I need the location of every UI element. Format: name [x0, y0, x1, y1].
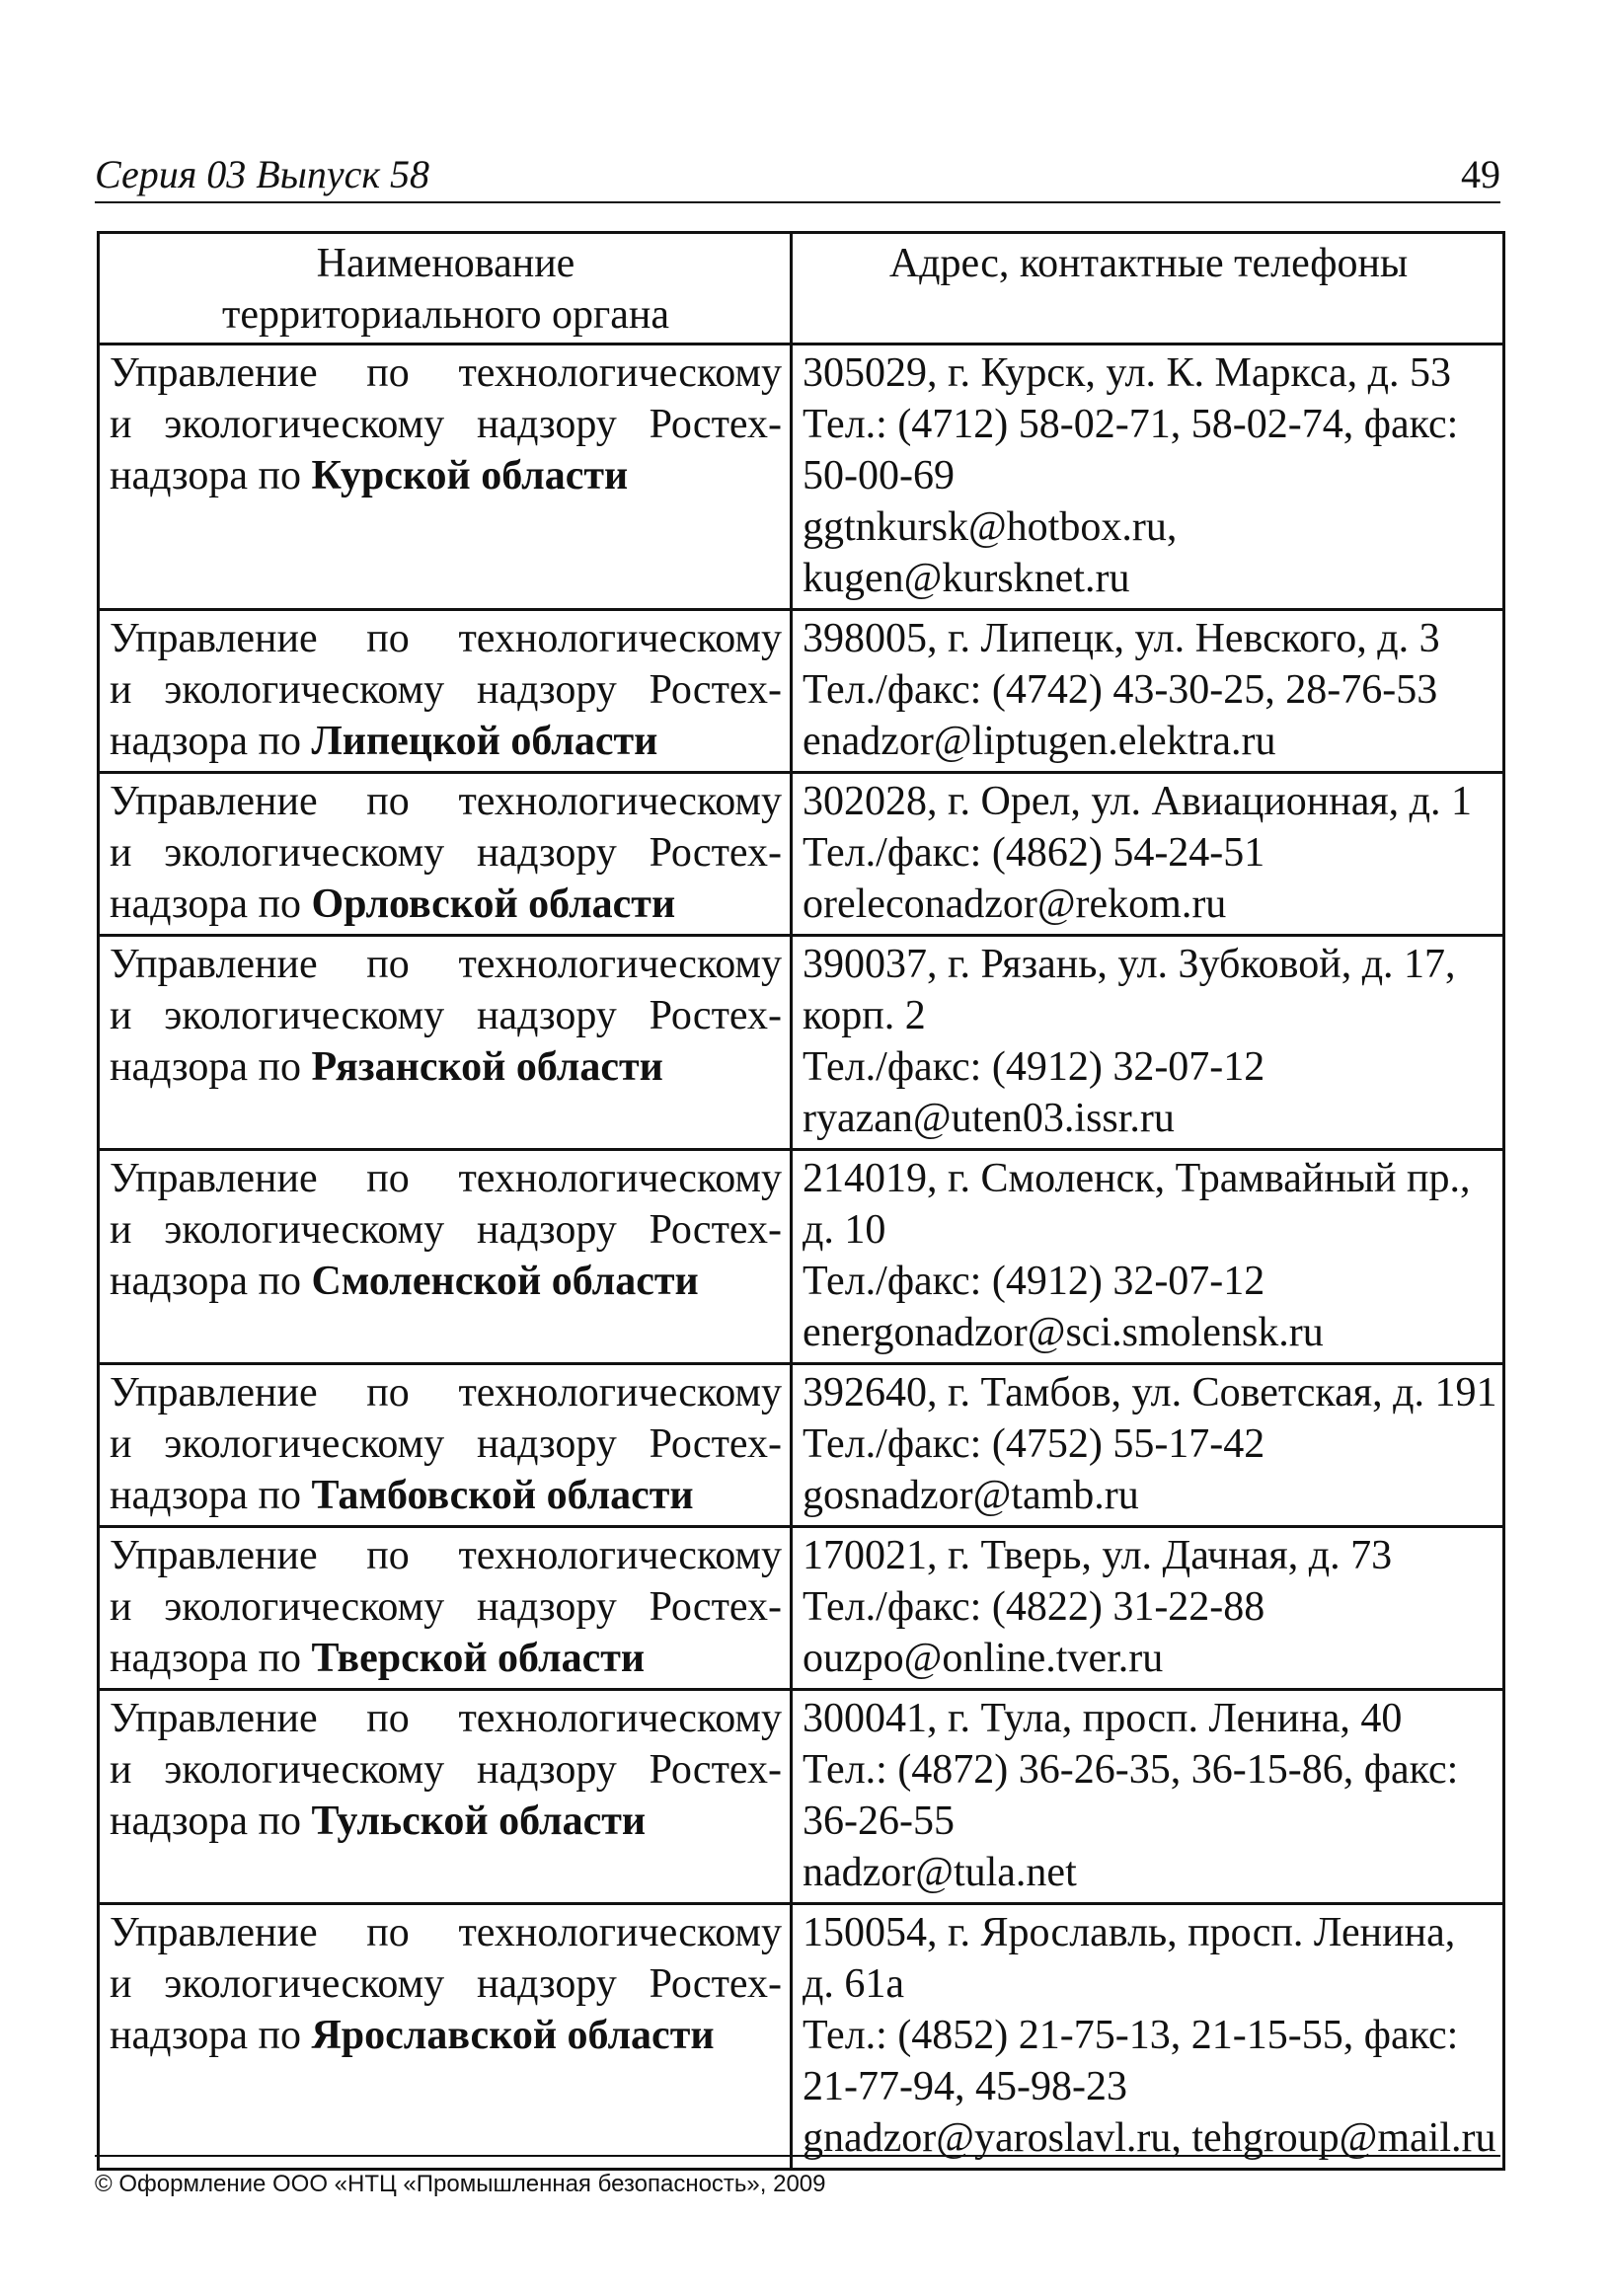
office-name-line: и экологическому надзору Ростех-	[110, 830, 782, 876]
office-name-line: Управление по технологическому	[110, 616, 782, 661]
address-line: 21-77-94, 45-98-23	[803, 2064, 1127, 2109]
address-line: energonadzor@sci.smolensk.ru	[803, 1310, 1324, 1355]
office-name-prefix: надзора по	[110, 453, 312, 498]
running-head	[95, 146, 1500, 203]
address-cell	[792, 344, 1504, 610]
office-name-prefix: надзора по	[110, 1473, 312, 1518]
region-name: Тверской области	[311, 1636, 646, 1681]
address-cell	[792, 1527, 1504, 1690]
region-name: Курской области	[311, 453, 629, 498]
office-name-line	[110, 1041, 782, 1093]
address-line: Тел.: (4872) 36-26-35, 36-15-86, факс:	[803, 1747, 1459, 1793]
office-name-line: и экологическому надзору Ростех-	[110, 1747, 782, 1793]
region-name: Липецкой области	[311, 719, 658, 764]
address-line: gosnadzor@tamb.ru	[803, 1473, 1139, 1518]
office-name-line: Управление по технологическому	[110, 1370, 782, 1416]
address-line: oreleconadzor@rekom.ru	[803, 881, 1227, 927]
office-name-line: Управление по технологическому	[110, 1910, 782, 1955]
office-name-line	[110, 450, 782, 501]
office-name-line: Управление по технологическому	[110, 942, 782, 987]
office-name-cell	[99, 1904, 792, 2170]
page-number: 49	[1461, 152, 1500, 196]
address-line: ggtnkursk@hotbox.ru,	[803, 504, 1178, 550]
address-cell	[792, 936, 1504, 1150]
address-cell	[792, 610, 1504, 773]
header-line: Адрес, контактные телефоны	[888, 241, 1409, 286]
address-line: Тел./факс: (4742) 43-30-25, 28-76-53	[803, 667, 1438, 713]
territorial-offices-table	[97, 231, 1505, 2171]
address-line: ryazan@uten03.issr.ru	[803, 1096, 1175, 1141]
office-name-line: и экологическому надзору Ростех-	[110, 1584, 782, 1630]
office-name-prefix: надзора по	[110, 1799, 312, 1844]
table-row	[99, 1364, 1504, 1527]
address-line: kugen@kursknet.ru	[803, 556, 1130, 601]
office-name-line: и экологическому надзору Ростех-	[110, 1421, 782, 1467]
address-cell	[792, 1904, 1504, 2170]
office-name-cell	[99, 1150, 792, 1364]
office-name-line	[110, 1470, 782, 1521]
address-line: 302028, г. Орел, ул. Авиационная, д. 1	[803, 779, 1473, 824]
address-cell	[792, 1690, 1504, 1904]
table-row	[99, 610, 1504, 773]
footer-copyright: © Оформление ООО «НТЦ «Промышленная безопасность», 2009	[95, 2171, 826, 2197]
office-name-cell	[99, 344, 792, 610]
address-line: 390037, г. Рязань, ул. Зубковой, д. 17,	[803, 942, 1456, 987]
office-name-line	[110, 1256, 782, 1307]
table-row	[99, 1904, 1504, 2170]
office-name-prefix: надзора по	[110, 2013, 312, 2058]
office-name-line: Управление по технологическому	[110, 779, 782, 824]
region-name: Смоленской области	[311, 1259, 699, 1304]
address-line: 150054, г. Ярославль, просп. Ленина,	[803, 1910, 1456, 1955]
office-name-cell	[99, 1690, 792, 1904]
region-name: Тамбовской области	[311, 1473, 694, 1518]
address-line: 36-26-55	[803, 1799, 955, 1844]
address-line: д. 10	[803, 1207, 886, 1253]
table-row	[99, 1150, 1504, 1364]
address-line: Тел.: (4712) 58-02-71, 58-02-74, факс:	[803, 402, 1459, 447]
address-line: 305029, г. Курск, ул. К. Маркса, д. 53	[803, 350, 1452, 396]
address-line: Тел./факс: (4752) 55-17-42	[803, 1421, 1265, 1467]
office-name-line: и экологическому надзору Ростех-	[110, 402, 782, 447]
office-name-prefix: надзора по	[110, 1259, 312, 1304]
series-title: Серия 03 Выпуск 58	[95, 152, 430, 196]
table-body	[99, 344, 1504, 2170]
region-name: Орловской области	[311, 881, 676, 927]
office-name-line: и экологическому надзору Ростех-	[110, 667, 782, 713]
address-line: корп. 2	[803, 993, 926, 1038]
office-name-line: Управление по технологическому	[110, 1156, 782, 1201]
office-name-cell	[99, 936, 792, 1150]
table-row	[99, 1527, 1504, 1690]
office-name-line	[110, 1796, 782, 1847]
address-line: Тел./факс: (4912) 32-07-12	[803, 1044, 1265, 1090]
address-line: Тел./факс: (4862) 54-24-51	[803, 830, 1265, 876]
address-line: 214019, г. Смоленск, Трамвайный пр.,	[803, 1156, 1471, 1201]
office-name-prefix: надзора по	[110, 881, 312, 927]
office-name-prefix: надзора по	[110, 1636, 312, 1681]
table-header-row	[99, 233, 1504, 344]
office-name-cell	[99, 610, 792, 773]
address-cell	[792, 1364, 1504, 1527]
office-name-cell	[99, 1364, 792, 1527]
address-line: Тел./факс: (4912) 32-07-12	[803, 1259, 1265, 1304]
address-cell	[792, 1150, 1504, 1364]
office-name-line: и экологическому надзору Ростех-	[110, 993, 782, 1038]
header-line: Наименование	[316, 241, 575, 286]
address-line: nadzor@tula.net	[803, 1850, 1077, 1895]
office-name-line	[110, 716, 782, 767]
office-name-line: и экологическому надзору Ростех-	[110, 1961, 782, 2007]
column-header-name	[99, 233, 792, 344]
office-name-cell	[99, 773, 792, 936]
region-name: Ярославской области	[311, 2013, 715, 2058]
address-line: ouzpo@online.tver.ru	[803, 1636, 1164, 1681]
address-line: Тел./факс: (4822) 31-22-88	[803, 1584, 1265, 1630]
address-cell	[792, 773, 1504, 936]
office-name-line	[110, 879, 782, 930]
header-line: территориального органа	[221, 292, 670, 338]
office-name-line	[110, 2010, 782, 2061]
footer-divider	[95, 2155, 1500, 2157]
address-line: 398005, г. Липецк, ул. Невского, д. 3	[803, 616, 1440, 661]
table-row	[99, 344, 1504, 610]
address-line: 170021, г. Тверь, ул. Дачная, д. 73	[803, 1533, 1393, 1578]
office-name-line: Управление по технологическому	[110, 1696, 782, 1741]
office-name-line: Управление по технологическому	[110, 1533, 782, 1578]
office-name-prefix: надзора по	[110, 1044, 312, 1090]
address-line: 392640, г. Тамбов, ул. Советская, д. 191	[803, 1370, 1497, 1416]
office-name-line	[110, 1633, 782, 1684]
table-row	[99, 1690, 1504, 1904]
table-row	[99, 936, 1504, 1150]
office-name-cell	[99, 1527, 792, 1690]
office-name-prefix: надзора по	[110, 719, 312, 764]
office-name-line: и экологическому надзору Ростех-	[110, 1207, 782, 1253]
address-line: gnadzor@yaroslavl.ru, tehgroup@mail.ru	[803, 2115, 1496, 2161]
table-row	[99, 773, 1504, 936]
address-line: enadzor@liptugen.elektra.ru	[803, 719, 1276, 764]
address-line: 300041, г. Тула, просп. Ленина, 40	[803, 1696, 1403, 1741]
region-name: Рязанской области	[311, 1044, 663, 1090]
region-name: Тульской области	[311, 1799, 647, 1844]
address-line: Тел.: (4852) 21-75-13, 21-15-55, факс:	[803, 2013, 1459, 2058]
address-line: 50-00-69	[803, 453, 955, 498]
office-name-line: Управление по технологическому	[110, 350, 782, 396]
column-header-address	[792, 233, 1504, 344]
address-line: д. 61а	[803, 1961, 905, 2007]
